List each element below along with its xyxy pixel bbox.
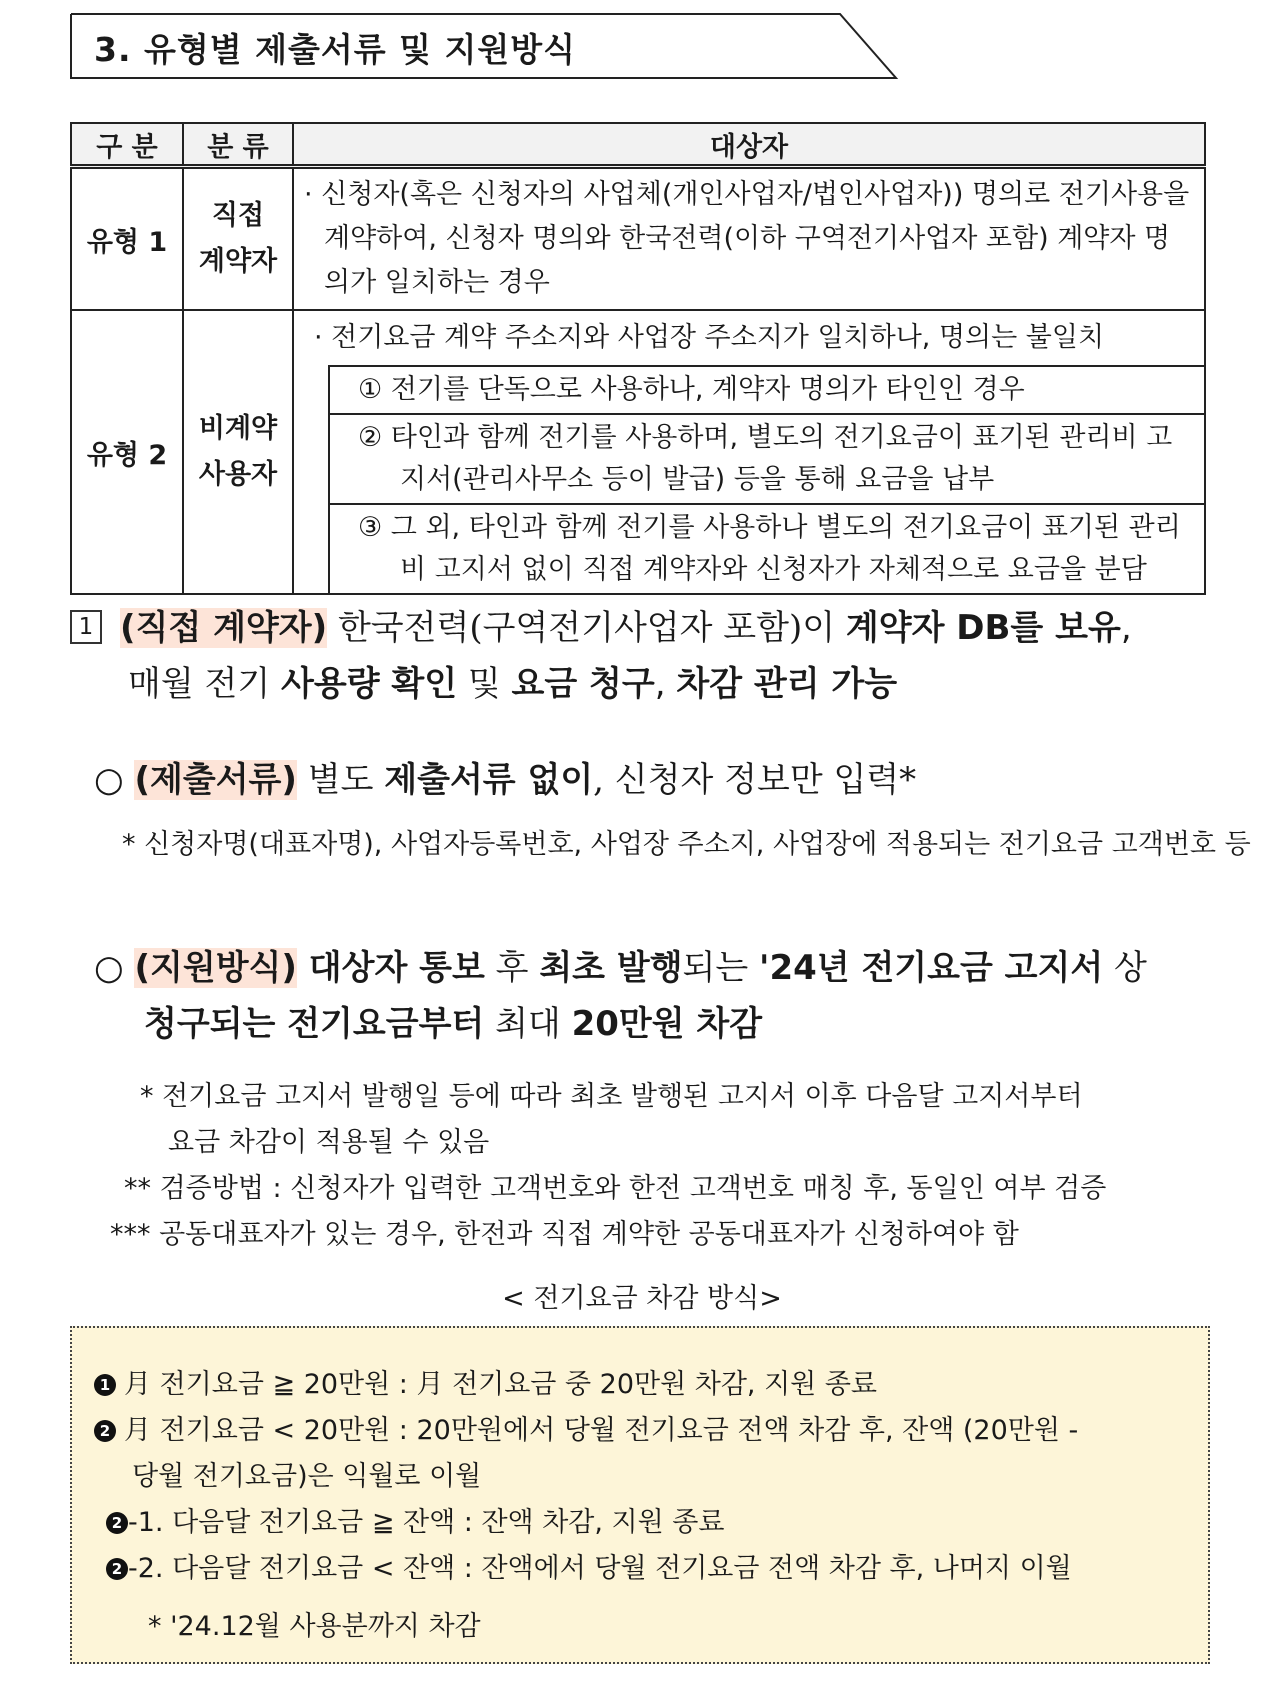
box-line-2b: 당월 전기요금)은 익월로 이월: [132, 1461, 482, 1492]
section-header: [70, 12, 890, 80]
tag-support-method: (지원방식): [134, 948, 297, 988]
p3-bold-2: 최초 발행: [539, 948, 683, 988]
type2-class-line2: 사용자: [198, 459, 278, 490]
tag-direct-contractor: (직접 계약자): [120, 608, 328, 648]
note-issue-date-cont: 요금 차감이 적용될 수 있음: [168, 1127, 490, 1158]
type1-description: · 신청자(혹은 신청자의 사업체(개인사업자/법인사업자)) 명의로 전기사용을 계약하여, 신청자 명의와 한국전력(이하 구역전기사업자 포함) 계약자 명의가 일치하는 경우: [293, 167, 1205, 311]
type1-category: 유형 1: [71, 167, 183, 311]
p3-bold-1: 대상자 통보: [296, 948, 485, 988]
box-line-4: [106, 1546, 1072, 1585]
deduction-caption: < 전기요금 차감 방식>: [502, 1283, 782, 1314]
paragraph-documents: [94, 752, 916, 801]
p3-text-2: 되는: [682, 948, 760, 988]
box-line-2: [94, 1408, 1078, 1447]
type2-category: 유형 2: [71, 310, 183, 594]
type2-description: [293, 310, 1205, 594]
p1-text-2: ,: [1120, 608, 1132, 648]
p3-text-3: 상: [1103, 948, 1147, 988]
note-co-representative: *** 공동대표자가 있는 경우, 한전과 직접 계약한 공동대표자가 신청하여야 함: [110, 1219, 1019, 1250]
p1-bold-1: 계약자 DB를 보유: [845, 608, 1121, 648]
table-row-type1: [71, 167, 1205, 311]
type2-class: [183, 310, 293, 594]
filled-circle-1-icon: 1: [94, 1374, 116, 1396]
note-verification: ** 검증방법 : 신청자가 입력한 고객번호와 한전 고객번호 매칭 후, 동일인 여부 검증: [124, 1173, 1107, 1204]
circle-bullet: ○: [94, 760, 124, 800]
box-line-1-text: 月 전기요금 ≧ 20만원 : 月 전기요금 중 20만원 차감, 지원 종료: [124, 1369, 877, 1400]
p1-bold-2: 사용량 확인: [281, 664, 458, 704]
type2-item-2: ② 타인과 함께 전기를 사용하며, 별도의 전기요금이 표기된 관리비 고지서(관리사무소 등이 발급) 등을 통해 요금을 납부: [330, 415, 1204, 505]
type1-class: [183, 167, 293, 311]
item-number-box: 1: [70, 610, 102, 644]
tag-documents: (제출서류): [134, 760, 297, 800]
filled-circle-2-icon: 2: [94, 1420, 116, 1442]
filled-circle-2-icon: 2: [106, 1512, 128, 1534]
p3-bold-4: 청구되는 전기요금부터: [144, 1004, 485, 1044]
note-issue-date: * 전기요금 고지서 발행일 등에 따라 최초 발행된 고지서 이후 다음달 고지서부터: [140, 1081, 1083, 1112]
paragraph-support-method: [94, 940, 1224, 1052]
table-header-row: [71, 123, 1205, 167]
type1-class-line1: 직접: [211, 200, 265, 231]
type1-class-line2: 계약자: [198, 246, 278, 277]
header-class: 분 류: [183, 123, 293, 167]
p3-text-4: 최대: [484, 1004, 572, 1044]
type-table: [70, 122, 1206, 595]
p1-text-5: ,: [654, 664, 677, 704]
type2-item-1: ① 전기를 단독으로 사용하나, 계약자 명의가 타인인 경우: [330, 367, 1204, 415]
p1-text-1: 한국전력(구역전기사업자 포함)이: [327, 608, 846, 648]
p2-text-1: 별도: [296, 760, 385, 800]
p2-text-2: , 신청자 정보만 입력*: [593, 760, 917, 800]
circle-bullet-2: ○: [94, 948, 124, 988]
box-line-2-text: 月 전기요금 < 20만원 : 20만원에서 당월 전기요금 전액 차감 후, 잔액 (20만원 -: [124, 1415, 1079, 1446]
p3-text-1: 후: [484, 948, 540, 988]
header-category: 구 분: [71, 123, 183, 167]
box-line-1: [94, 1362, 877, 1401]
deduction-method-box: [70, 1326, 1210, 1664]
p1-text-3: 매월 전기: [128, 664, 281, 704]
p3-bold-5: 20만원 차감: [571, 1004, 763, 1044]
type2-class-line1: 비계약: [198, 413, 278, 444]
p2-bold-1: 제출서류 없이: [384, 760, 594, 800]
type2-item-3: ③ 그 외, 타인과 함께 전기를 사용하나 별도의 전기요금이 표기된 관리비 고지서 없이 직접 계약자와 신청자가 자체적으로 요금을 분담: [358, 512, 1181, 585]
box-line-3-text: -1. 다음달 전기요금 ≧ 잔액 : 잔액 차감, 지원 종료: [128, 1507, 725, 1538]
box-footnote: * '24.12월 사용분까지 차감: [148, 1611, 481, 1642]
type2-subtable: [328, 365, 1204, 593]
box-line-4-text: -2. 다음달 전기요금 < 잔액 : 잔액에서 당월 전기요금 전액 차감 후, 나머지 이월: [128, 1553, 1072, 1584]
type2-lead: · 전기요금 계약 주소지와 사업장 주소지가 일치하나, 명의는 불일치: [314, 322, 1105, 353]
p1-text-4: 및: [457, 664, 512, 704]
table-row-type2: [71, 310, 1205, 594]
note-applicant-info: * 신청자명(대표자명), 사업자등록번호, 사업장 주소지, 사업장에 적용되는 전기요금 고객번호 등: [122, 829, 1251, 860]
filled-circle-2-icon: 2: [106, 1558, 128, 1580]
box-line-3: [106, 1500, 724, 1539]
paragraph-direct-contractor: [70, 600, 1220, 712]
header-target: 대상자: [293, 123, 1205, 167]
p1-bold-3: 요금 청구: [511, 664, 655, 704]
p1-bold-4: 차감 관리 가능: [676, 664, 898, 704]
p3-bold-3: '24년 전기요금 고지서: [759, 948, 1104, 988]
section-title: 3. 유형별 제출서류 및 지원방식: [94, 30, 576, 69]
